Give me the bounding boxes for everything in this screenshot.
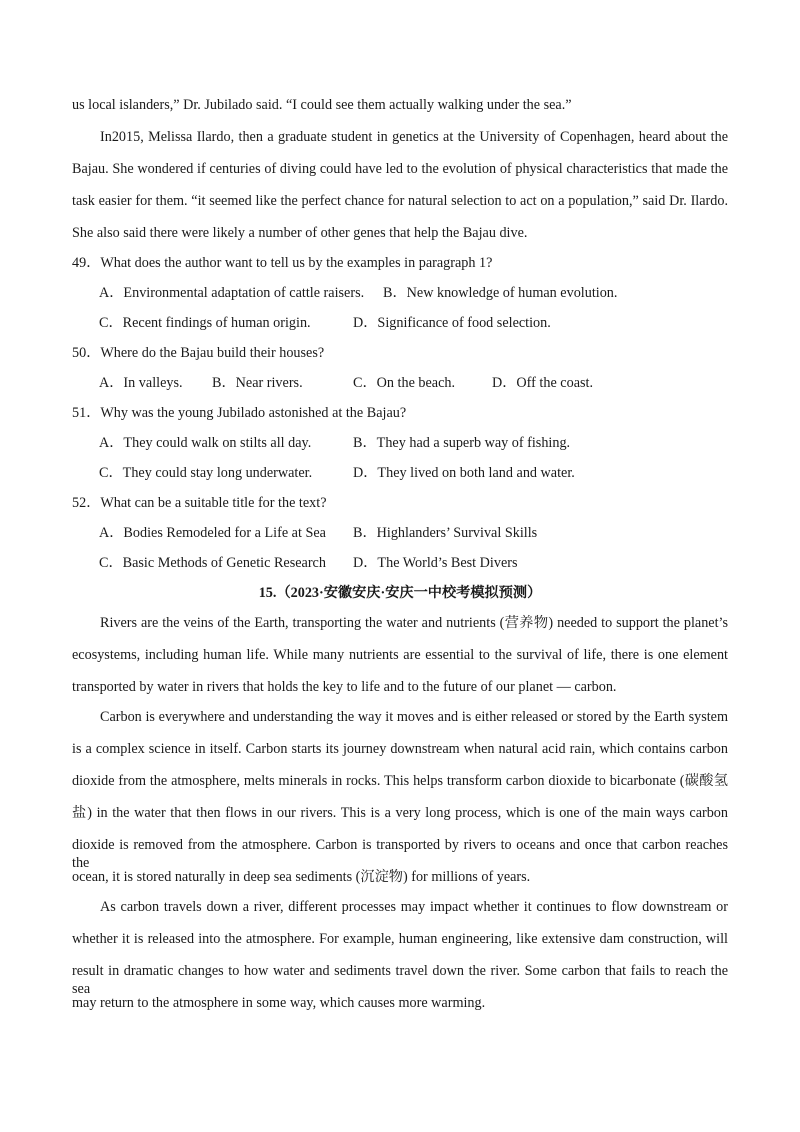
option-d: D．The World’s Best Divers [353,555,518,571]
paragraph-line: As carbon travels down a river, different processes may impact whether it continues to flow downstream or [100,899,728,915]
paragraph-line: task easier for them. “it seemed like the perfect chance for natural selection to act on a population,” said Dr. Ilardo. [72,193,728,209]
paragraph-line: In2015, Melissa Ilardo, then a graduate student in genetics at the University of Copenhagen, heard about the [100,129,728,145]
paragraph-line: result in dramatic changes to how water and sediments travel down the river. Some carbon that fails to reach the sea [72,963,728,997]
option-d: D．Off the coast. [492,375,593,391]
option-c: C．On the beach. [353,375,456,391]
paragraph-line: is a complex science in itself. Carbon starts its journey downstream when natural acid rain, which contains carbon [72,741,728,757]
option-c: C．Recent findings of human origin. [99,315,311,331]
paragraph-line: may return to the atmosphere in some way, which causes more warming. [72,995,486,1011]
option-a: A．In valleys. [99,375,183,391]
option-d: D．Significance of food selection. [353,315,551,331]
question-stem: 51．Why was the young Jubilado astonished at the Bajau? [72,405,407,421]
question-stem: 50．Where do the Bajau build their houses? [72,345,325,361]
option-c: C．Basic Methods of Genetic Research [99,555,326,571]
paragraph-line: ocean, it is stored naturally in deep sea sediments (沉淀物) for millions of years. [72,869,531,885]
paragraph-line: Rivers are the veins of the Earth, transporting the water and nutrients (营养物) needed to support the planet’s [100,615,728,631]
option-c: C．They could stay long underwater. [99,465,313,481]
option-a: A．Environmental adaptation of cattle raisers. [99,285,365,301]
option-a: A．Bodies Remodeled for a Life at Sea [99,525,326,541]
paragraph-line: Bajau. She wondered if centuries of diving could have led to the evolution of physical characteristics that made the [72,161,728,177]
paragraph-line: dioxide is removed from the atmosphere. Carbon is transported by rivers to oceans and once that carbon reaches the [72,837,728,871]
option-b: B．They had a superb way of fishing. [353,435,571,451]
paragraph-line: us local islanders,” Dr. Jubilado said. “I could see them actually walking under the sea.” [72,97,572,113]
option-d: D．They lived on both land and water. [353,465,575,481]
section-heading: 15.（2023·安徽安庆·安庆一中校考模拟预测） [258,585,542,601]
question-stem: 52．What can be a suitable title for the text? [72,495,327,511]
paragraph-line: 盐) in the water that then flows in our rivers. This is a very long process, which is one of the main ways carbon [72,805,728,821]
question-stem: 49．What does the author want to tell us by the examples in paragraph 1? [72,255,493,271]
paragraph-line: dioxide from the atmosphere, melts minerals in rocks. This helps transform carbon dioxide to bicarbonate (碳酸氢 [72,773,728,789]
paragraph-line: She also said there were likely a number of other genes that help the Bajau dive. [72,225,528,241]
option-a: A．They could walk on stilts all day. [99,435,312,451]
paragraph-line: ecosystems, including human life. While many nutrients are essential to the survival of life, there is one element [72,647,728,663]
paragraph-line: whether it is released into the atmosphere. For example, human engineering, like extensive dam construction, will [72,931,728,947]
option-b: B．Near rivers. [212,375,303,391]
option-b: B．New knowledge of human evolution. [383,285,618,301]
paragraph-line: transported by water in rivers that holds the key to life and to the future of our planet — carbon. [72,679,617,695]
paragraph-line: Carbon is everywhere and understanding the way it moves and is either released or stored by the Earth system [100,709,728,725]
option-b: B．Highlanders’ Survival Skills [353,525,538,541]
